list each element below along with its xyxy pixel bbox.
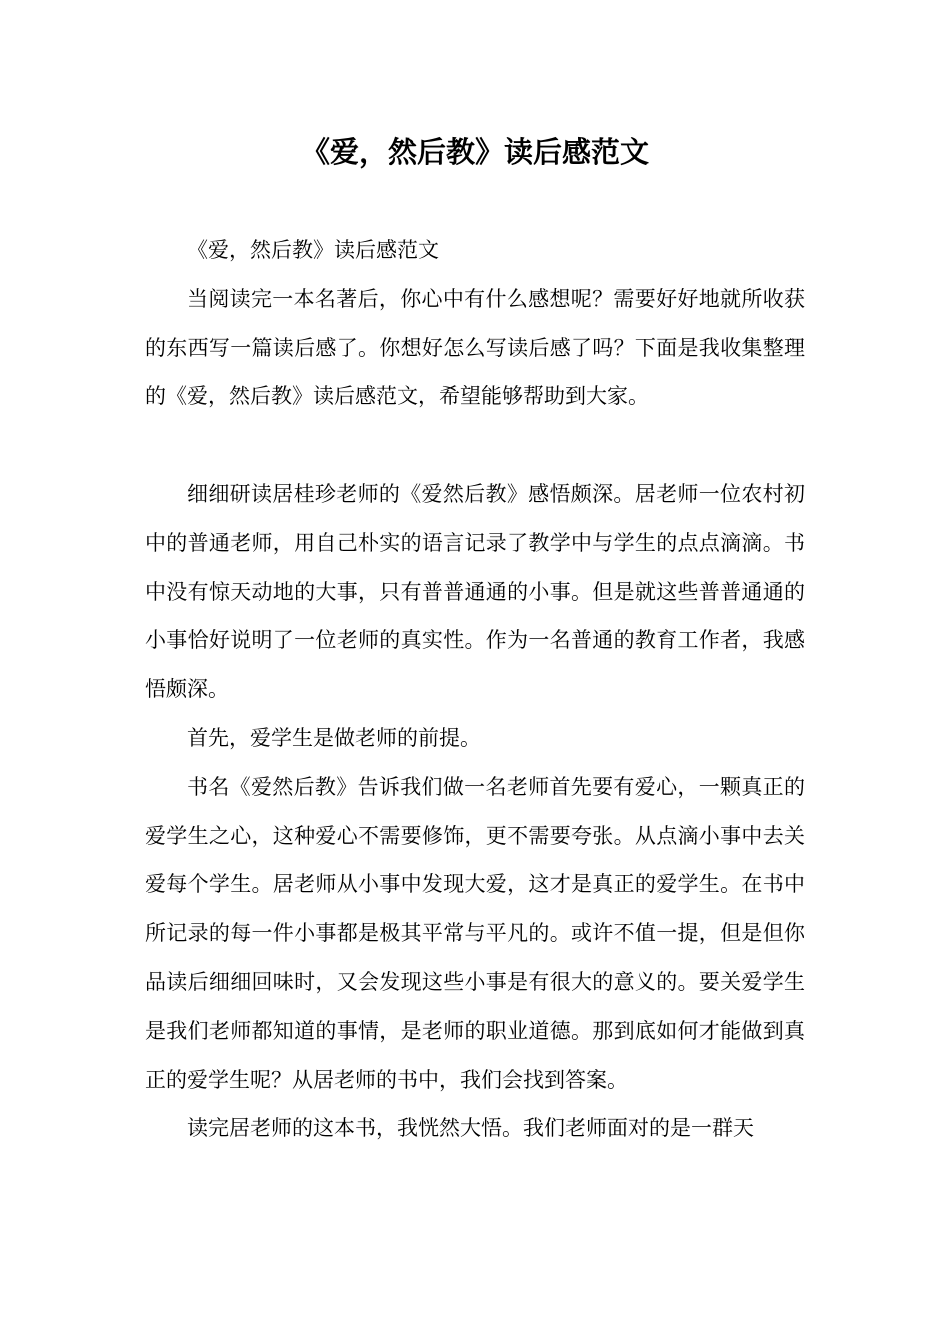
document-body xyxy=(145,226,805,1153)
paragraph-reading: 细细研读居桂珍老师的《爱然后教》感悟颇深。居老师一位农村初中的普通老师，用自己朴实的语言记录了教学中与学生的点点滴滴。书中没有惊天动地的大事，只有普普通通的小事。但是就这些普普通通的小事恰好说明了一位老师的真实性。作为一名普通的教育工作者，我感悟颇深。 xyxy=(145,481,805,702)
blank-line xyxy=(145,421,805,470)
paragraph-subtitle: 《爱，然后教》读后感范文 xyxy=(187,238,439,262)
paragraph-book-title: 书名《爱然后教》告诉我们做一名老师首先要有爱心，一颗真正的爱学生之心，这种爱心不需要修饰，更不需要夸张。从点滴小事中去关爱每个学生。居老师从小事中发现大爱，这才是真正的爱学生。在书中所记录的每一件小事都是极其平常与平凡的。或许不值一提，但是但你品读后细细回味时，又会发现这些小事是有很大的意义的。要关爱学生是我们老师都知道的事情，是老师的职业道德。那到底如何才能做到真正的爱学生呢？从居老师的书中，我们会找到答案。 xyxy=(145,774,805,1092)
paragraph-intro: 当阅读完一本名著后，你心中有什么感想呢？需要好好地就所收获的东西写一篇读后感了。你想好怎么写读后感了吗？下面是我收集整理的《爱，然后教》读后感范文，希望能够帮助到大家。 xyxy=(145,286,805,409)
paragraph-after-reading: 读完居老师的这本书，我恍然大悟。我们老师面对的是一群天 xyxy=(187,1116,754,1141)
paragraph-first-point: 首先，爱学生是做老师的前提。 xyxy=(187,725,481,750)
document-title: 《爱，然后教》读后感范文 xyxy=(300,135,649,169)
